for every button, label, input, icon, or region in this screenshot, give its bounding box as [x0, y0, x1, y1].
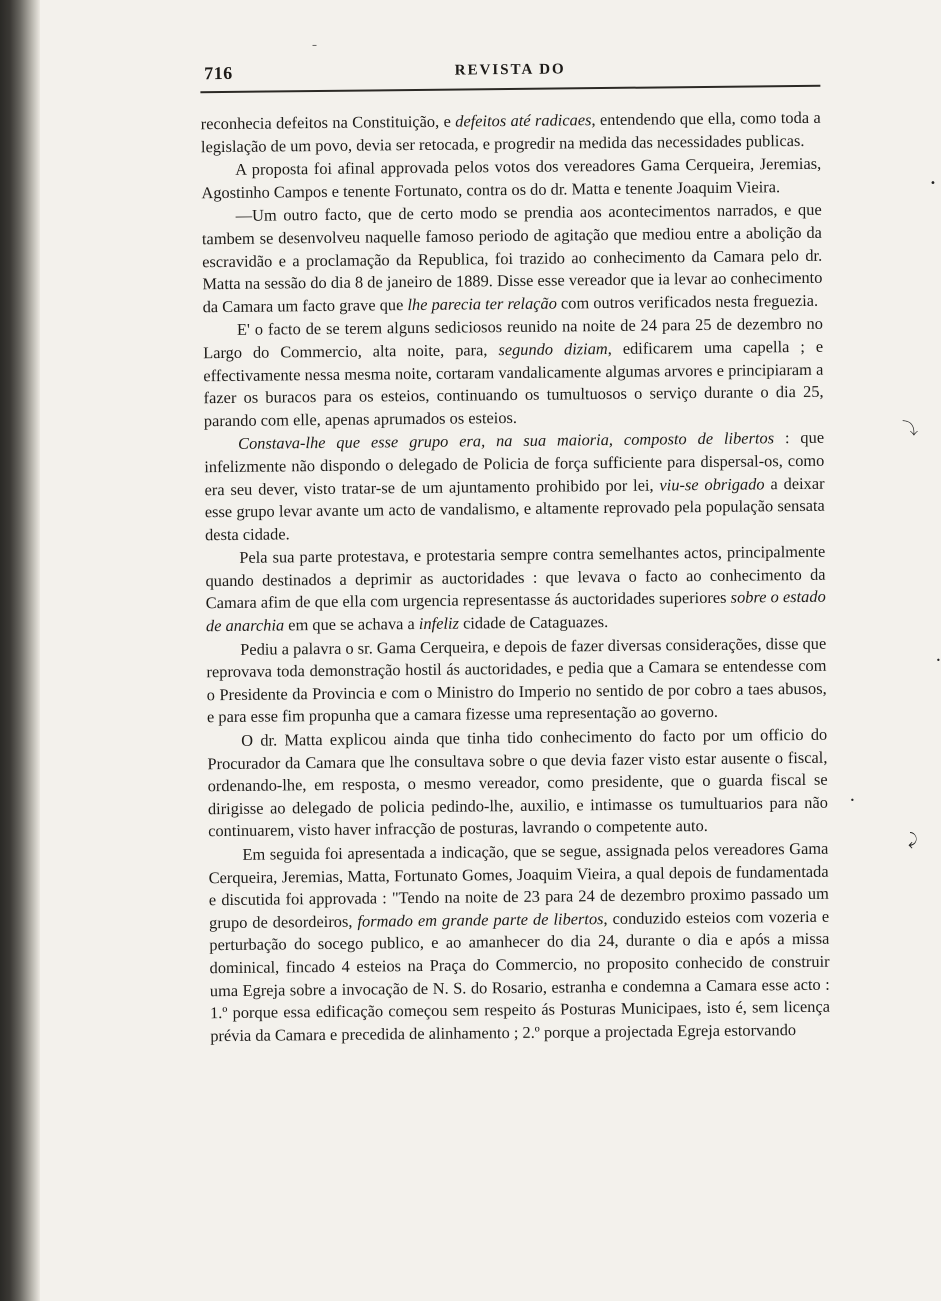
paragraph	[202, 199, 823, 318]
text-run: , conduzido esteios com vozeria e perturbação do socego publico, e ao amanhecer do dia 24, durante o dia e após a missa dominical, fincado 4 esteios na Praça do Commercio, no proposito conhecido de construir uma Egreja sobre a invocação de N. S. do Rosario, estranha e condemna a Camara esse acto : 1.º porque essa edificação começou sem respeito ás Posturas Municipaes, isto é, sem licença prévia da Camara e precedida de alinhamento ; 2.º porque a projectada Egreja estorvando	[209, 906, 831, 1045]
margin-mark: ⤵	[902, 419, 919, 438]
text-run: , entendendo que ella, como toda a legislação de um povo, devia ser retocada, e progredir na medida das necessidades publicas.	[200, 107, 821, 156]
text-run: E' o facto de se terem alguns sediciosos reunido na noite de 24 para 25 de dezembro no Largo do Commercio, alta noite, para,	[203, 314, 823, 363]
text-run: Pela sua parte protestava, e protestaria sempre contra semelhantes actos, principalmente quando destinados a deprimir as auctoridades : que levava o facto ao conhecimento da Camara afim de que ella com urgencia representasse ás auctoridades superiores	[205, 542, 826, 613]
text-run: A proposta foi afinal approvada pelos votos dos vereadores Gama Cerqueira, Jeremias, Agostinho Campos e tenente Fortunato, contra os do dr. Matta e tenente Joaquim Vieira.	[201, 153, 822, 203]
italic-text: segundo diziam	[498, 338, 608, 360]
speck-mark: •	[936, 656, 941, 665]
page-number: 716	[204, 62, 233, 84]
page-header	[200, 49, 820, 93]
speck-mark: •	[850, 796, 855, 805]
text-run: Em seguida foi apresentada a indicação, que se segue, assignada pelos vereadores Gama Cerqueira, Jeremias, Matta, Fortunato Gomes, Joaquim Vieira, a qual depois de fundamentada e discutida foi approvada : "Tendo na noite de 23 para 24 de dezembro proximo passado um grupo de desordeiros,	[208, 838, 829, 932]
text-run: Pediu a palavra o sr. Gama Cerqueira, e depois de fazer diversas considerações, disse que reprovava toda demonstração hostil ás auctoridades, e pedia que a Camara se entendesse com o Presidente da Provincia e com o Ministro do Imperio no sentido de por cobro a taes abusos, e para esse fim propunha que a camara fizesse uma representação ao governo.	[206, 633, 827, 727]
italic-text: viu-se obrigado	[659, 473, 765, 494]
text-run: reconhecia defeitos na Constituição, e	[200, 111, 456, 134]
text-run: cidade de Cataguazes.	[458, 612, 609, 633]
paragraph	[201, 153, 821, 205]
text-run: em que se achava a	[284, 614, 419, 635]
paragraph	[205, 541, 826, 638]
speck-mark: •	[930, 178, 936, 189]
paragraph	[201, 107, 821, 159]
italic-text: defeitos até radicaes	[455, 110, 592, 131]
italic-text: lhe parecia ter relação	[407, 293, 557, 314]
text-run: a deixar esse grupo levar avante um acto de vandalismo, e altamente reprovado pela população sensata desta cidade.	[204, 473, 825, 544]
speck-mark: –	[312, 40, 317, 51]
body-text	[201, 107, 831, 1048]
text-run: com outros verificados nesta freguezia.	[556, 290, 819, 313]
paragraph	[206, 632, 827, 729]
paragraph	[204, 427, 825, 546]
book-binding-shadow	[0, 0, 40, 1301]
italic-text: Constava-lhe que esse grupo era, na sua maioria, composto de libertos	[237, 428, 775, 454]
paragraph	[203, 313, 824, 432]
italic-text: formado em grande parte de libertos	[357, 908, 604, 931]
text-run: , edificarem uma capella ; e effectivamente nessa mesma noite, cortaram vandalicamente algumas arvores e principiaram a fazer os buracos para os esteios, continuando os tumultuosos o serviço durante o dia 25, parando com elle, apenas aprumados os esteios.	[203, 336, 824, 430]
running-head: REVISTA DO	[454, 61, 566, 79]
text-run: —Um outro facto, que de certo modo se prendia aos acontecimentos narrados, e que tambem se desenvolveu naquelle famoso periodo de agitação que mediou entre a abolição da escravidão e a proclamação da Republica, foi trazido ao conhecimento da Camara pelo dr. Matta na sessão do dia 8 de janeiro de 1889. Disse esse vereador que ia levar ao conhecimento da Camara um facto grave que	[201, 200, 823, 316]
text-run: O dr. Matta explicou ainda que tinha tido conhecimento do facto por um officio do Procurador da Camara que lhe consultava sobre o que devia fazer visto estar ausente o fiscal, ordenando-lhe, em resposta, o mesmo vereador, como presidente, que o guarda fiscal se dirigisse ao delegado de policia pedindo-lhe, auxilio, e intimasse os tumultuarios para não continuarem, visto haver infracção de posturas, lavrando o competente auto.	[207, 724, 828, 841]
book-page	[200, 49, 833, 1285]
italic-text: infeliz	[418, 613, 460, 634]
paragraph	[207, 724, 828, 843]
margin-mark: ⤸	[908, 830, 918, 849]
italic-text: sobre o estado de anarchia	[205, 587, 826, 636]
text-run: : que infelizmente não dispondo o delegado de Policia de força sufficiente para dispersal-os, como era seu dever, visto tratar-se de um ajuntamento prohibido por lei,	[204, 428, 825, 499]
paragraph	[208, 838, 830, 1048]
